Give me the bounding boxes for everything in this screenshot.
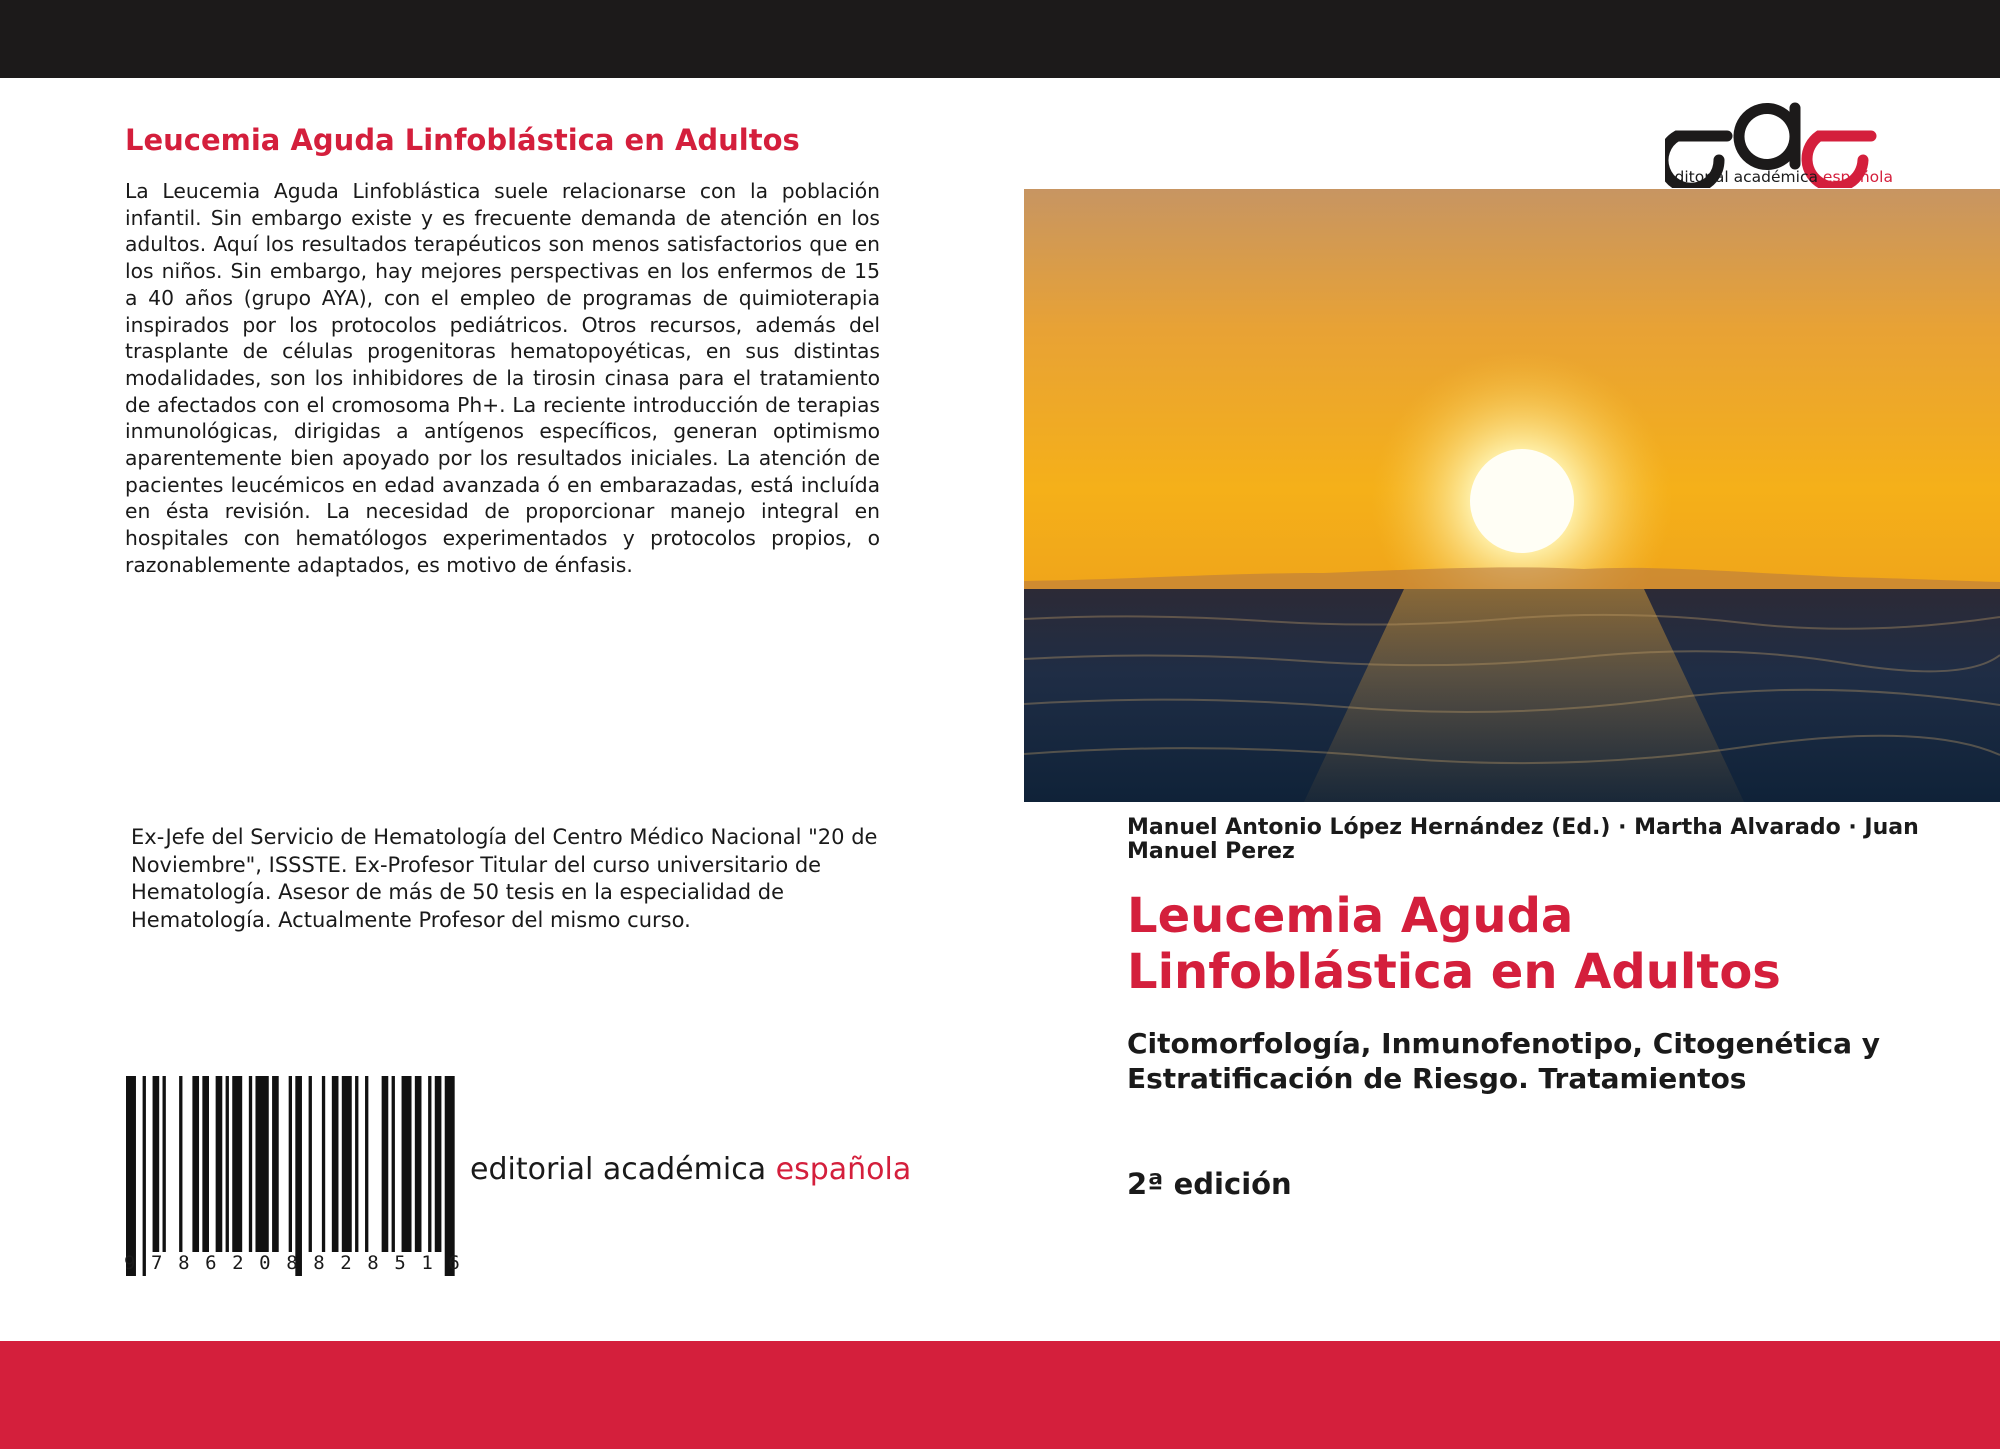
barcode-bar [428,1076,431,1252]
isbn-digit: 8 [286,1252,298,1274]
barcode-bar [355,1076,358,1252]
barcode-bar [342,1076,352,1252]
author-bio: Ex-Jefe del Servicio de Hematología del Centro Médico Nacional "20 de Noviembre", ISSSTE. Ex-Profesor Titular del curso universitario de Hematología. Asesor de más de 50 tesis en la especialidad de Hematología. Actualmente Profesor del mismo curso. [131,825,878,932]
barcode-bar [216,1076,223,1252]
isbn-digit: 7 [151,1252,163,1274]
isbn-digit: 0 [259,1252,271,1274]
barcode-bar [309,1076,312,1252]
isbn-digit: 8 [178,1252,190,1274]
isbn-barcode [124,1076,460,1276]
publisher-logo-wordmark [1665,168,1893,186]
isbn-digit: 5 [394,1252,406,1274]
cover-edition: 2ª edición [1127,1167,1292,1201]
isbn-digit: 1 [421,1252,433,1274]
isbn-digit: 6 [205,1252,217,1274]
back-publisher-accent: española [775,1152,912,1187]
isbn-digit: 9 [124,1252,136,1274]
barcode-bar [153,1076,160,1252]
barcode-bar [143,1076,146,1276]
barcode-bar [365,1076,368,1252]
barcode-bar [202,1076,209,1252]
barcode-bar [415,1076,422,1252]
isbn-digits [124,1252,460,1274]
cover-subtitle: Citomorfología, Inmunofenotipo, Citogenética y Estratificación de Riesgo. Tratamientos [1127,1027,1880,1095]
barcode-bar [445,1076,455,1276]
barcode-bar [179,1076,182,1252]
back-cover-blurb: La Leucemia Aguda Linfoblástica suele relacionarse con la población infantil. Sin embargo existe y es frecuente demanda de atención en los adultos. Aquí los resultados terapéuticos son menos satisfactorios que en los niños. Sin embargo, hay mejores perspectivas en los enfermos de 15 a 40 años (grupo AYA), con el empleo de programas de quimioterapia inspirados por los protocolos pediátricos. Otros recursos, además del trasplante de células progenitoras hematopoyéticas, en sus distintas modalidades, son los inhibidores de la tirosin cinasa para el tratamiento de afectados con el cromosoma Ph+. La reciente introducción de terapias inmunológicas, dirigidas a antígenos específicos, generan optimismo aparentemente bien apoyado por los resultados iniciales. La atención de pacientes leucémicos en edad avanzada ó en embarazadas, está incluída en ésta revisión. La necesidad de proporcionar manejo integral en hospitales con hematólogos experimentados y protocolos propios, o razonablemente adaptados, es motivo de énfasis. [125,179,880,577]
barcode-bar [392,1076,395,1252]
barcode-bar [382,1076,389,1252]
barcode-bar [322,1076,325,1252]
logo-main: editorial académica [1665,168,1823,186]
cover-photo-sunset [1024,189,2000,802]
isbn-digit: 8 [367,1252,379,1274]
barcode-bar [332,1076,339,1252]
back-cover-title: Leucemia Aguda Linfoblástica en Adultos [125,123,800,157]
isbn-digit: 6 [448,1252,460,1274]
barcode-bar [192,1076,199,1252]
back-publisher-name [470,1152,911,1187]
barcode-bar [249,1076,252,1252]
top-band [0,0,2000,78]
isbn-digit: 8 [313,1252,325,1274]
barcode-bar [255,1076,268,1252]
barcode-bar [289,1076,292,1252]
cover-authors: Manuel Antonio López Hernández (Ed.) · Martha Alvarado · Juan Manuel Perez [1127,815,1919,864]
barcode-bar [126,1076,136,1276]
isbn-digit: 2 [232,1252,244,1274]
barcode-bar [272,1076,279,1252]
logo-accent: española [1822,168,1893,186]
barcode-bar [295,1076,302,1276]
barcode-bar [226,1076,229,1252]
back-publisher-main: editorial académica [470,1152,776,1187]
barcode-bar [435,1076,442,1252]
bottom-band [0,1341,2000,1449]
barcode-bar [163,1076,166,1252]
isbn-digit: 2 [340,1252,352,1274]
cover-title: Leucemia Aguda Linfoblástica en Adultos [1127,888,1781,1000]
barcode-bar [402,1076,412,1252]
barcode-bar [232,1076,242,1252]
